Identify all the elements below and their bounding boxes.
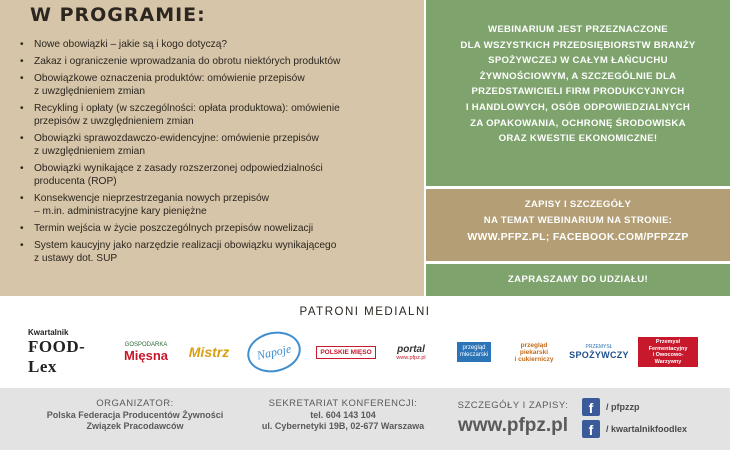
conference-label: SEKRETARIAT KONFERENCJI:: [268, 398, 418, 409]
przeglad-piekarski-logo[interactable]: przegląd piekarski i cukierniczy: [514, 341, 554, 363]
registration-panel: [426, 189, 730, 261]
patrons-title: PATRONI MEDIALNI: [299, 306, 431, 318]
patron-logos: [0, 328, 730, 380]
program-item: • Recykling i opłaty (w szczególności: opłata produktowa): omówienie przepisów z uwzględnieniem zmian: [18, 102, 418, 128]
organizer-label: ORGANIZATOR:: [96, 398, 174, 409]
program-item: • Obowiązki wynikające z zasady rozszerzonej odpowiedzialności producenta (ROP): [18, 162, 418, 188]
facebook-link-pfpzzp[interactable]: f / pfpzzp: [582, 398, 640, 416]
conference-phone[interactable]: tel. 604 143 104: [310, 409, 376, 420]
organizer-block: [30, 398, 240, 433]
details-label: SZCZEGÓŁY I ZAPISY:: [457, 400, 569, 411]
organizer-name-sub: Związek Pracodawców: [86, 421, 184, 431]
invite-panel: [426, 264, 730, 296]
program-list: [18, 38, 418, 269]
przeglad-mleczarski-logo[interactable]: przegląd mleczarski: [450, 328, 498, 376]
przemysl-spozywczy-logo[interactable]: PRZEMYSŁ SPOŻYWCZY: [569, 344, 629, 360]
website-link[interactable]: www.pfpz.pl: [457, 415, 569, 436]
program-item: • Obowiązkowe oznaczenia produktów: omówienie przepisów z uwzględnieniem zmian: [18, 72, 418, 98]
registration-subheading: NA TEMAT WEBINARIUM NA STRONIE:: [483, 215, 673, 226]
organizer-name: Polska Federacja Producentów Żywności: [46, 409, 224, 420]
registration-links[interactable]: WWW.PFPZ.PL; FACEBOOK.COM/PFPZZP: [467, 231, 689, 243]
mistrz-logo[interactable]: Mistrz: [188, 344, 230, 360]
registration-heading: ZAPISY I SZCZEGÓŁY: [524, 199, 632, 210]
swirl-icon: Napoje: [243, 327, 304, 377]
details-block: [448, 400, 578, 437]
audience-panel: [426, 0, 730, 186]
audience-text: WEBINARIUM JEST PRZEZNACZONE DLA WSZYSTKICH PRZEDSIĘBIORSTW BRANŻY SPOŻYWCZEJ W CAŁYM ŁAŃCUCHU ŻYWNOŚCIOWYM, A SZCZEGÓLNIE DLA PRZEDSTAWICIELI FIRM PRODUKCYJNYCH I HANDLOWYCH, OSÓB ODPOWIEDZIALNYCH ZA OPAKOWANIA, OCHRONĘ ŚRODOWISKA ORAZ KWESTIE EKONOMICZNE!: [460, 24, 696, 145]
program-item: • Konsekwencje nieprzestrzegania nowych przepisów – m.in. administracyjne kary pieniężne: [18, 192, 418, 218]
napoje-logo[interactable]: [246, 328, 302, 376]
gospodarka-miesna-logo[interactable]: GOSPODARKA Mięsna: [123, 341, 169, 363]
program-item: • Obowiązki sprawozdawczo-ewidencyjne: omówienie przepisów z uwzględnieniem zmian: [18, 132, 418, 158]
program-item: • Nowe obowiązki – jakie są i kogo dotyczą?: [18, 38, 418, 51]
program-panel: [0, 0, 424, 296]
polskie-mieso-logo[interactable]: POLSKIE MIĘSO: [316, 328, 376, 376]
invite-text: ZAPRASZAMY DO UDZIAŁU!: [507, 274, 649, 285]
program-title: W PROGRAMIE:: [30, 4, 206, 26]
przemysl-fermentacyjny-logo[interactable]: Przemysł Fermentacyjny i Owocowo-Warzywny: [638, 328, 698, 376]
footer: [0, 388, 730, 450]
program-item: • Termin wejścia w życie poszczególnych przepisów nowelizacji: [18, 222, 418, 235]
portal-logo[interactable]: portal www.pfpz.pl: [396, 343, 426, 361]
program-item: • System kaucyjny jako narzędzie realizacji obowiązku wynikającego z ustawy dot. SUP: [18, 239, 418, 265]
facebook-icon: f: [582, 420, 600, 438]
conference-block: [248, 398, 438, 433]
program-item: • Zakaz i ograniczenie wprowadzania do obrotu niektórych produktów: [18, 55, 418, 68]
facebook-icon: f: [582, 398, 600, 416]
foodlex-logo[interactable]: Kwartalnik FOOD-Lex: [28, 327, 86, 376]
facebook-link-foodlex[interactable]: f / kwartalnikfoodlex: [582, 420, 687, 438]
conference-address: ul. Cybernetyki 19B, 02-677 Warszawa: [261, 421, 425, 431]
